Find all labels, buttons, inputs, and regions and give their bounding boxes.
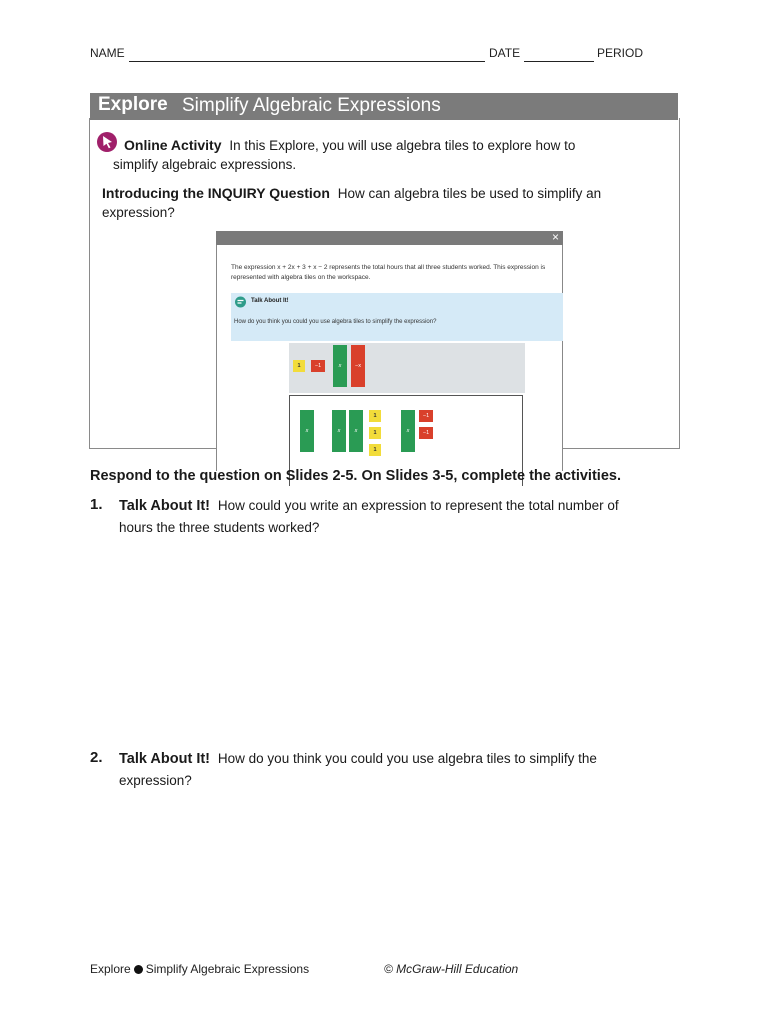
name-field-line[interactable]	[129, 49, 485, 62]
question-2-number: 2.	[90, 749, 103, 766]
online-activity-text-2: simplify algebraic expressions.	[113, 157, 297, 172]
explore-banner	[90, 93, 678, 120]
tile-one[interactable]: 1	[293, 360, 305, 372]
close-icon[interactable]: ×	[551, 230, 559, 244]
footer-title: Simplify Algebraic Expressions	[145, 962, 310, 976]
question-2-answer-area[interactable]	[119, 798, 679, 948]
name-label: NAME	[90, 46, 125, 60]
banner-title: Simplify Algebraic Expressions	[182, 95, 441, 116]
tile-x[interactable]: x	[333, 345, 347, 387]
slide-text-2: represented with algebra tiles on the workspace.	[231, 274, 371, 281]
question-2-text-2: expression?	[119, 773, 192, 788]
ws-tile-x[interactable]: x	[349, 410, 363, 452]
talk-bubble-icon	[234, 296, 247, 308]
ws-tile-neg-one[interactable]: −1	[419, 427, 433, 439]
footer-left	[90, 962, 309, 976]
tile-neg-x[interactable]: −x	[351, 345, 365, 387]
question-1-text-1: How could you write an expression to represent the total number of	[217, 498, 619, 513]
online-activity-label: Online Activity	[124, 137, 222, 153]
footer-copyright: © McGraw-Hill Education	[384, 962, 519, 976]
date-label: DATE	[489, 46, 521, 60]
instructions: Respond to the question on Slides 2-5. On Slides 3-5, complete the activities.	[90, 468, 621, 484]
inquiry-text-1: How can algebra tiles be used to simplify an	[337, 186, 602, 201]
question-2-text-1: How do you think you could you use algebra tiles to simplify the	[217, 751, 597, 766]
question-1-text-2: hours the three students worked?	[119, 520, 320, 535]
inquiry-label: Introducing the INQUIRY Question	[102, 185, 330, 201]
footer-explore: Explore	[90, 962, 131, 976]
slide-text-1: The expression x + 2x + 3 + x − 2 represents the total hours that all three students worked. This expression is	[231, 264, 546, 271]
banner-explore-label: Explore	[98, 94, 168, 115]
tile-neg-one[interactable]: −1	[311, 360, 325, 372]
inquiry-text-2: expression?	[102, 205, 175, 220]
date-field-line[interactable]	[524, 49, 594, 62]
ws-tile-x[interactable]: x	[332, 410, 346, 452]
online-activity-text-1: In this Explore, you will use algebra tiles to explore how to	[229, 138, 576, 153]
question-1-answer-area[interactable]	[119, 545, 679, 735]
question-2-label: Talk About It!	[119, 751, 211, 767]
ws-tile-neg-one[interactable]: −1	[419, 410, 433, 422]
question-1-number: 1.	[90, 496, 103, 513]
ws-tile-one[interactable]: 1	[369, 427, 381, 439]
bullet-dot-icon	[134, 965, 143, 974]
ws-tile-one[interactable]: 1	[369, 410, 381, 422]
ws-tile-one[interactable]: 1	[369, 444, 381, 456]
period-label: PERIOD	[597, 46, 644, 60]
talk-about-it-box	[231, 293, 563, 341]
talk-question: How do you think you could you use algebra tiles to simplify the expression?	[234, 319, 437, 325]
slide-titlebar	[216, 231, 563, 245]
tile-bank	[289, 343, 525, 393]
talk-title: Talk About It!	[251, 298, 289, 304]
slide-preview	[216, 231, 563, 471]
question-1-label: Talk About It!	[119, 498, 211, 514]
ws-tile-x[interactable]: x	[401, 410, 415, 452]
online-activity-cursor-icon	[96, 131, 118, 153]
ws-tile-x[interactable]: x	[300, 410, 314, 452]
slide-body	[216, 245, 563, 471]
